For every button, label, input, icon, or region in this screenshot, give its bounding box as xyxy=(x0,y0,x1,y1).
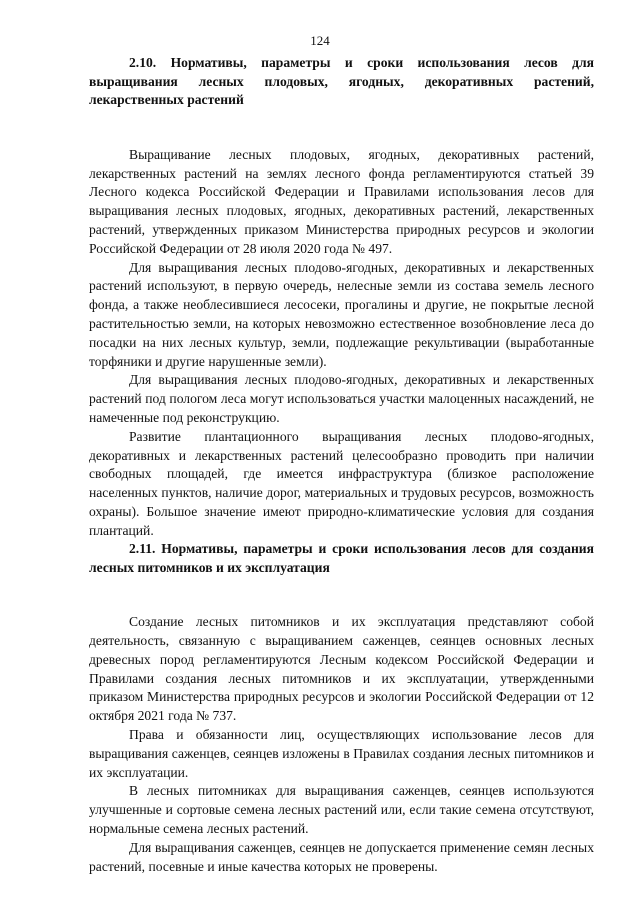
paragraph: Развитие плантационного выращивания лесных плодово-ягодных, декоративных и лекарственных растений целесообразно проводить при наличии свободных площадей, где имеется инфраструктура (близкое расположение населенных пунктов, наличие дорог, материальных и трудовых ресурсов, возможность охраны). Большое значение имеют природно-климатические условия для создания плантаций. xyxy=(89,428,594,538)
paragraph: В лесных питомниках для выращивания саженцев, сеянцев используются улучшенные и сортовые семена лесных растений или, если такие семена отсутствуют, нормальные семена лесных растений. xyxy=(89,783,594,836)
paragraph: Для выращивания лесных плодово-ягодных, декоративных и лекарственных растений под пологом леса могут использоваться участки малоценных насаждений, не намеченные под реконструкцию. xyxy=(89,372,594,425)
paragraph: Создание лесных питомников и их эксплуатация представляют собой деятельность, связанную с выращиванием саженцев, сеянцев основных лесных древесных пород регламентируются Лесным кодексом Российской Федерации и Правилами создания лесных питомников и их эксплуатации, утвержденными приказом Министерства природных ресурсов и экологии Российской Федерации от 12 октября 2021 года № 737. xyxy=(89,614,594,724)
section-heading: 2.11. Нормативы, параметры и сроки использования лесов для создания лесных питомников и их эксплуатация xyxy=(89,541,594,575)
page-number: 124 xyxy=(310,33,330,48)
paragraph: Для выращивания саженцев, сеянцев не допускается применение семян лесных растений, посевные и иные качества которых не проверены. xyxy=(89,839,594,874)
section-2-11 xyxy=(89,540,594,876)
section-2-10 xyxy=(89,54,594,541)
paragraph: Для выращивания лесных плодово-ягодных, декоративных и лекарственных растений используют, в первую очередь, нелесные земли из состава земель лесного фонда, а также необлесившиеся лесосеки, прогалины и другие, не покрытые лесной растительностью земли, на которых невозможно естественное возобновление леса до посадки на них лесных культур, земли, подлежащие рекультивации (выработанные торфяники и другие нарушенные земли). xyxy=(89,259,594,369)
paragraph: Выращивание лесных плодовых, ягодных, декоративных растений, лекарственных растений на землях лесного фонда регламентируются статьей 39 Лесного кодекса Российской Федерации и Правилами использования лесов для выращивания лесных плодовых, ягодных, декоративных растений, лекарственных растений, утвержденных приказом Министерства природных ресурсов и экологии Российской Федерации от 28 июля 2020 года № 497. xyxy=(89,146,594,256)
paragraph: Права и обязанности лиц, осуществляющих использование лесов для выращивания саженцев, сеянцев изложены в Правилах создания лесных питомников и их эксплуатации. xyxy=(89,726,594,780)
section-heading: 2.10. Нормативы, параметры и сроки использования лесов для выращивания лесных плодовых, ягодных, декоративных растений, лекарственных растений xyxy=(89,55,594,108)
